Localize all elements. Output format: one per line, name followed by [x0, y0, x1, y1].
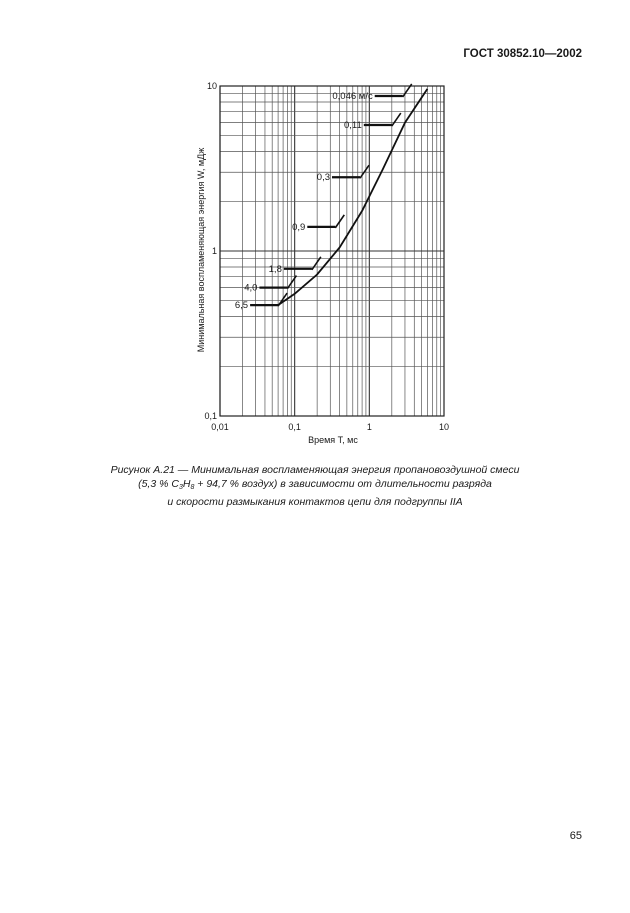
x-tick-label: 10 [438, 422, 450, 432]
y-axis-label: Минимальная воспламеняющая энергия W, мДж [196, 147, 206, 353]
caption-line-3: и скорости размыкания контактов цепи для подгруппы IIA [167, 496, 463, 508]
carbon-subscript: 3 [178, 484, 183, 491]
chart-annotations [235, 84, 412, 311]
x-tick-label: 0,1 [288, 422, 301, 432]
figure-caption [90, 463, 540, 509]
chart-ticks [204, 81, 449, 432]
annotation-label: 0,3 [316, 172, 331, 184]
annotation-label: 6,5 [234, 300, 249, 312]
annotation-label: 4,0 [244, 282, 258, 294]
annotation-segment [392, 113, 401, 126]
caption-line-2-start: (5,3 % C [138, 478, 179, 490]
annotation-label: 0,046 м/с [332, 90, 373, 102]
y-tick-label: 10 [206, 81, 217, 91]
y-tick-label: 1 [211, 246, 217, 256]
chart-grid [220, 86, 444, 416]
caption-line-1: Рисунок А.21 — Минимальная воспламеняющая энергия пропановоздушной смеси [110, 464, 520, 476]
annotation-label: 1,8 [268, 263, 282, 275]
x-tick-label: 1 [366, 422, 372, 432]
y-tick-label: 0,1 [204, 411, 217, 421]
caption-line-2-end: + 94,7 % воздух) в зависимости от длительности разряда [194, 478, 492, 490]
hydrogen-letter: H [182, 478, 191, 490]
caption-line-2 [90, 477, 540, 495]
annotation-label: 0,11 [344, 120, 362, 132]
annotation-segment [360, 165, 369, 178]
hydrogen-subscript: 8 [190, 484, 195, 491]
x-tick-label: 0,01 [211, 422, 229, 432]
x-axis-label: Время T, мс [308, 435, 358, 445]
document-header: ГОСТ 30852.10—2002 [463, 48, 582, 60]
page-number: 65 [569, 830, 582, 842]
annotation-label: 0,9 [292, 221, 306, 233]
